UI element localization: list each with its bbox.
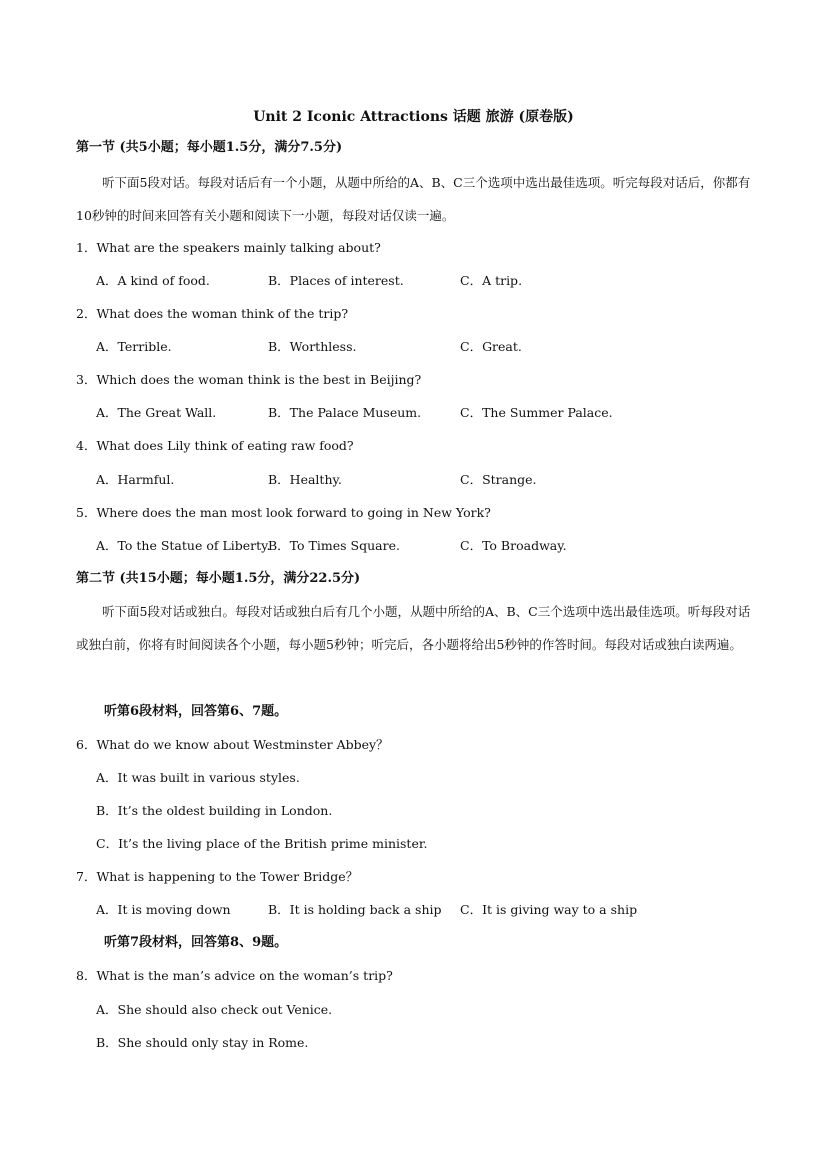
question-5-option-c: C．To Broadway. — [460, 538, 567, 553]
document-title: Unit 2 Iconic Attractions 话题 旅游 (原卷版) — [253, 109, 574, 125]
passage-6-heading: 听第6段材料，回答第6、7题。 — [104, 704, 288, 719]
question-4-stem: 4．What does Lily think of eating raw food? — [76, 438, 354, 453]
passage-7-heading: 听第7段材料，回答第8、9题。 — [104, 935, 288, 950]
section-2-heading: 第二节 (共15小题；每小题1.5分，满分22.5分) — [76, 571, 361, 586]
question-1-option-c: C．A trip. — [460, 273, 523, 288]
section-2-instructions — [76, 595, 752, 661]
question-2-option-b: B．Worthless. — [268, 339, 357, 354]
question-6-option-b: B．It’s the oldest building in London. — [96, 803, 333, 818]
question-2-stem: 2．What does the woman think of the trip? — [76, 306, 349, 321]
question-7-option-c: C．It is giving way to a ship — [460, 902, 638, 917]
question-4-option-b: B．Healthy. — [268, 472, 342, 487]
question-6-option-c: C．It’s the living place of the British prime minister. — [96, 836, 428, 851]
question-4-option-a: A．Harmful. — [96, 472, 175, 487]
question-3-option-c: C．The Summer Palace. — [460, 405, 613, 420]
question-1-stem: 1．What are the speakers mainly talking about? — [76, 240, 381, 255]
question-8-stem: 8．What is the man’s advice on the woman’s trip? — [76, 968, 393, 983]
question-3-stem: 3．Which does the woman think is the best in Beijing? — [76, 372, 422, 387]
question-5-option-b: B．To Times Square. — [268, 538, 400, 553]
question-6-stem: 6．What do we know about Westminster Abbey？ — [76, 737, 389, 752]
question-7-stem: 7．What is happening to the Tower Bridge？ — [76, 869, 359, 884]
question-8-option-b: B．She should only stay in Rome. — [96, 1035, 309, 1050]
question-8-option-a: A．She should also check out Venice. — [96, 1002, 333, 1017]
section-1-heading: 第一节 (共5小题；每小题1.5分，满分7.5分) — [76, 140, 343, 155]
question-6-option-a: A．It was built in various styles. — [96, 770, 300, 785]
question-7-option-a: A．It is moving down — [96, 902, 231, 917]
section-1-instructions — [76, 166, 752, 232]
question-1-option-a: A．A kind of food. — [96, 273, 210, 288]
question-1-option-b: B．Places of interest. — [268, 273, 404, 288]
section-2-instructions-text: 听下面5段对话或独白。每段对话或独白后有几个小题，从题中所给的A、B、C三个选项中选出最佳选项。听每段对话或独白前，你将有时间阅读各个小题，每小题5秒钟；听完后，各小题将给出5秒钟的作答时间。每段对话或独白读两遍。 — [76, 604, 751, 652]
question-3-option-a: A．The Great Wall. — [96, 405, 217, 420]
question-4-option-c: C．Strange. — [460, 472, 537, 487]
question-2-option-c: C．Great. — [460, 339, 522, 354]
question-2-option-a: A．Terrible. — [96, 339, 172, 354]
section-1-instructions-text: 听下面5段对话。每段对话后有一个小题，从题中所给的A、B、C三个选项中选出最佳选项。听完每段对话后，你都有10秒钟的时间来回答有关小题和阅读下一小题，每段对话仅读一遍。 — [76, 175, 751, 223]
question-5-option-a: A．To the Statue of Liberty. — [96, 538, 271, 553]
question-7-option-b: B．It is holding back a ship — [268, 902, 442, 917]
question-5-stem: 5．Where does the man most look forward to going in New York? — [76, 505, 491, 520]
question-3-option-b: B．The Palace Museum. — [268, 405, 422, 420]
